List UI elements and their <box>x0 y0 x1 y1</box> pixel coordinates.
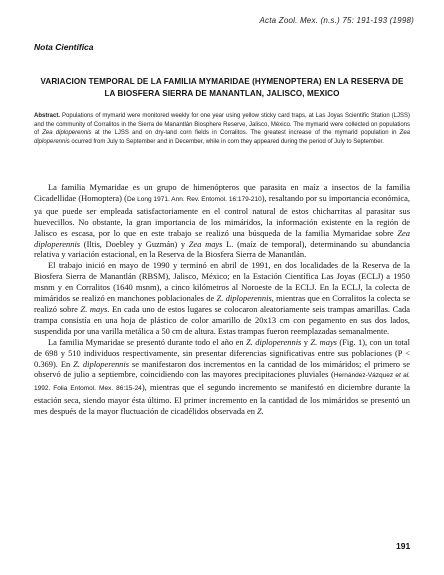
body-paragraph <box>34 337 410 417</box>
body-text: ), mientras que el segundo incremento se manifestó en diciembre durante la estación seca, siendo mayor ésta último. El primer incremento en la cantidad de los mimáridos se presentó un mes después de la mayor fluctuación de cicadélidos observada en <box>34 382 410 417</box>
species-name: Z. diploperennis <box>73 358 130 369</box>
article-body <box>34 182 410 417</box>
body-text: (Iltis, Doebley y Guzmán) y <box>80 238 189 249</box>
body-text: , mientras que en Corralitos la colecta se realizó sobre <box>34 293 410 314</box>
body-text: El trabajo inició en mayo de 1990 y terminó en abril de 1991, en dos localidades de la Reserva de la Biosfera Sierra de Manantlán (RBSM), Jalisco, México; en la Estación Científica Las Joyas (ECLJ) a 1950 msnm y en Corralitos (1640 msnm), a cinco kilómetros al Noroeste de la ECLJ. En la ECLJ, la colecta de mimáridos se realizó en manchones poblacionales de <box>34 260 410 304</box>
body-text: y <box>301 336 311 347</box>
body-paragraph <box>34 182 410 260</box>
citation: Hernández-Vázquez <box>333 372 396 380</box>
citation: De Long 1971. Ann. Rev. Entomol. 16:179-210 <box>126 195 262 203</box>
body-text: La familia Mymaridae es un grupo de himenópteros que parasita en maíz a insectos de la familia Cicadellidae (Homoptera) ( <box>34 182 410 203</box>
article-title: VARIACION TEMPORAL DE LA FAMILIA MYMARIDAE (HYMENOPTERA) EN LA RESERVA DE LA BIOSFERA SIERRA DE MANANTLAN, JALISCO, MEXICO <box>40 77 404 98</box>
abstract-label: Abstract. <box>34 113 61 119</box>
citation: et al. <box>395 372 410 380</box>
abstract-text: ocurred from July to September and in December, while in corn they appeared during the period of July to September. <box>69 139 384 146</box>
abstract-text: at the LJSS and on dry-land corn fields in Corralitos. The greatest increase of the mymarid population in <box>91 130 400 137</box>
species-name: Z. diploperennis <box>246 336 302 347</box>
species-name: Z. diploperennis <box>216 293 272 304</box>
abstract-text: Populations of mymarid were monitored weekly for one year using yellow sticky card traps, at Las Joyas Scientific Station (LJSS) and the community of Corralitos in the Sierra de Manantlán Biosphere Reserve, Jalisco, México. The mymarid were collected on populations of <box>34 113 410 137</box>
citation: 1992. Folia Entomol. Mex. 86:15-24 <box>34 385 142 393</box>
body-text: (Fig. 1), con un total de 698 y 510 individuos respectivamente, sin presentar diferencias significativas entre sus poblaciones (P < 0.369). En <box>34 336 410 369</box>
species-name: Z. mays <box>80 303 108 314</box>
page-number: 191 <box>396 541 411 551</box>
species-name: Zea diploperennis <box>42 130 92 137</box>
species-name: Zea diploperennis <box>34 227 410 249</box>
body-text: L. (maíz de temporal), determinando su abundancia relativa y variación estacional, en la Reserva de la Biosfera Sierra de Manantlán. <box>34 238 410 260</box>
species-name: Zea mays <box>188 238 223 249</box>
section-heading: Nota Científica <box>34 42 94 52</box>
body-text: La familia Mymaridae se presentó durante todo el año en <box>48 336 247 347</box>
body-text: ), resaltando por su importancia económica, ya que puede ser empleada satisfactoriamente en el control natural de estos chicharritas al parasitar sus huevecillos. No obstante, la gran importancia de los mimáridos, la información existente en la región de Jalisco es escasa, por lo que en este trabajo se realizó una búsqueda de la familia Mymaridae sobre <box>34 192 410 238</box>
journal-reference: Acta Zool. Mex. (n.s.) 75: 191-193 (1998) <box>259 16 414 25</box>
species-name: Z. mays <box>310 336 337 347</box>
species-name: Zea diploperennis <box>34 130 410 146</box>
body-paragraph <box>34 260 410 336</box>
body-text: . En cada uno de estos lugares se colocaron aleatoriamente seis trampas amarillas. Cada trampa consistía en una hoja de plástico de color amarillo de 20x13 cm con pegamento en sus dos lados, suspendida por una varilla metálica a 50 cm de altura. Estas trampas fueron reemplazadas semanalmente. <box>34 303 410 336</box>
species-name: Z. <box>257 406 264 417</box>
body-text: se manifestaron dos incrementos en la cantidad de los mimáridos; el primero se observó de julio a septiembre, coincidiendo con las mayores precipitaciones pluviales ( <box>34 358 411 380</box>
abstract <box>34 112 410 147</box>
